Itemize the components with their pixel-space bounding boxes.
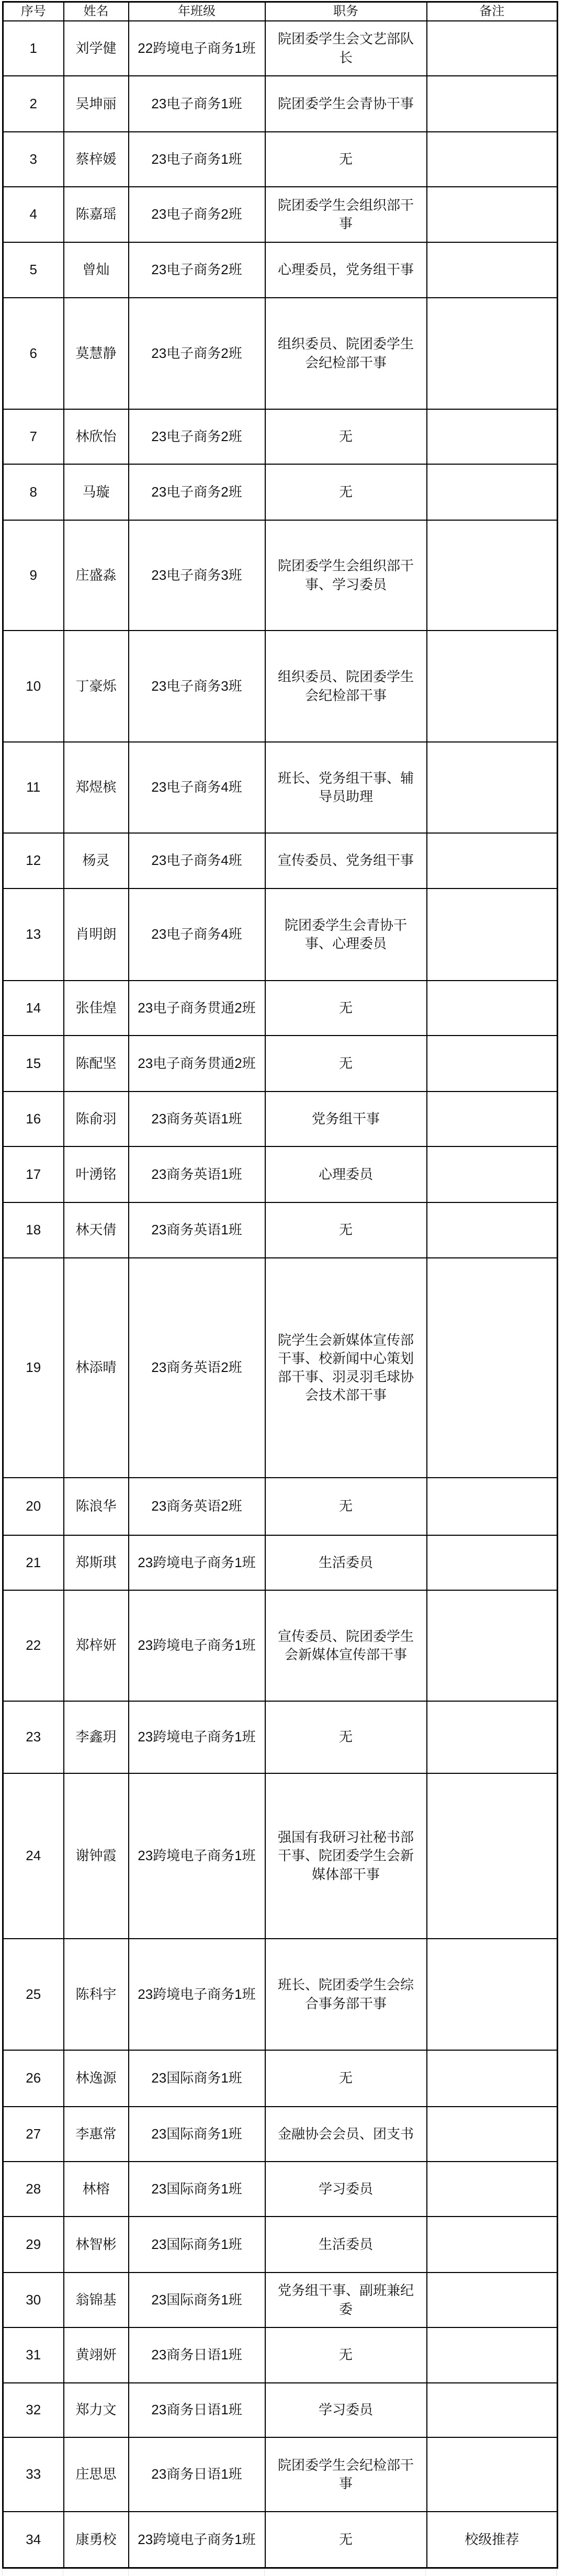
table-row xyxy=(3,1202,558,1258)
cell-name: 黄翊妍 xyxy=(64,2327,129,2383)
cell-position: 无 xyxy=(265,981,427,1036)
table-row xyxy=(3,2273,558,2327)
cell-class: 23跨境电子商务1班 xyxy=(129,2512,265,2568)
table-row xyxy=(3,520,558,631)
cell-name: 林添晴 xyxy=(64,1258,129,1478)
cell-position: 生活委员 xyxy=(265,1535,427,1590)
cell-position: 学习委员 xyxy=(265,2162,427,2217)
cell-name: 杨灵 xyxy=(64,833,129,888)
cell-class: 23国际商务1班 xyxy=(129,2162,265,2217)
cell-position: 宣传委员、党务组干事 xyxy=(265,833,427,888)
cell-class: 23商务日语1班 xyxy=(129,2327,265,2383)
table-row xyxy=(3,2162,558,2217)
table-row xyxy=(3,409,558,464)
cell-index: 2 xyxy=(3,76,64,132)
cell-remark xyxy=(427,1701,558,1773)
cell-position: 无 xyxy=(265,464,427,520)
cell-remark xyxy=(427,1773,558,1939)
table-row xyxy=(3,888,558,981)
cell-class: 23电子商务4班 xyxy=(129,888,265,981)
table-row xyxy=(3,2050,558,2107)
table-row xyxy=(3,298,558,409)
cell-remark xyxy=(427,631,558,742)
cell-remark xyxy=(427,981,558,1036)
cell-remark xyxy=(427,2050,558,2107)
cell-remark xyxy=(427,1258,558,1478)
cell-name: 叶湧铭 xyxy=(64,1146,129,1202)
cell-index: 19 xyxy=(3,1258,64,1478)
table-row xyxy=(3,187,558,242)
cell-position: 无 xyxy=(265,1202,427,1258)
cell-name: 翁锦基 xyxy=(64,2273,129,2327)
cell-index: 28 xyxy=(3,2162,64,2217)
cell-position: 党务组干事 xyxy=(265,1092,427,1146)
cell-name: 刘学健 xyxy=(64,21,129,76)
header-name: 姓名 xyxy=(64,2,129,21)
cell-index: 15 xyxy=(3,1036,64,1092)
cell-position: 院团委学生会组织部干事 xyxy=(265,187,427,242)
cell-remark: 校级推荐 xyxy=(427,2512,558,2568)
table-row xyxy=(3,1146,558,1202)
cell-remark xyxy=(427,2437,558,2512)
cell-name: 郑力文 xyxy=(64,2383,129,2437)
cell-remark xyxy=(427,187,558,242)
cell-remark xyxy=(427,1478,558,1535)
cell-position: 院团委学生会青协干事 xyxy=(265,76,427,132)
cell-remark xyxy=(427,1939,558,2050)
cutoff-cell xyxy=(265,2569,426,2576)
cell-remark xyxy=(427,1590,558,1701)
cell-class: 23商务英语2班 xyxy=(129,1258,265,1478)
cell-index: 23 xyxy=(3,1701,64,1773)
cell-remark xyxy=(427,2383,558,2437)
table-row xyxy=(3,631,558,742)
cell-index: 10 xyxy=(3,631,64,742)
cell-position: 无 xyxy=(265,1036,427,1092)
cell-index: 32 xyxy=(3,2383,64,2437)
cell-class: 23国际商务1班 xyxy=(129,2050,265,2107)
cell-position: 金融协会会员、团支书 xyxy=(265,2107,427,2162)
cell-index: 1 xyxy=(3,21,64,76)
cell-remark xyxy=(427,742,558,833)
cell-class: 23电子商务2班 xyxy=(129,409,265,464)
cell-class: 23跨境电子商务1班 xyxy=(129,1590,265,1701)
cell-index: 13 xyxy=(3,888,64,981)
cell-name: 郑煜槟 xyxy=(64,742,129,833)
table-row xyxy=(3,1092,558,1146)
cell-index: 3 xyxy=(3,132,64,187)
cell-index: 29 xyxy=(3,2217,64,2273)
cell-index: 26 xyxy=(3,2050,64,2107)
cell-name: 康勇校 xyxy=(64,2512,129,2568)
cell-class: 23电子商务3班 xyxy=(129,631,265,742)
cell-position: 院团委学生会青协干事、心理委员 xyxy=(265,888,427,981)
cell-position: 学习委员 xyxy=(265,2383,427,2437)
cell-class: 23国际商务1班 xyxy=(129,2217,265,2273)
cell-position: 无 xyxy=(265,2327,427,2383)
table-row xyxy=(3,2327,558,2383)
cell-remark xyxy=(427,132,558,187)
cutoff-cell xyxy=(63,2569,128,2576)
cell-class: 23电子商务贯通2班 xyxy=(129,981,265,1036)
cell-name: 丁豪烁 xyxy=(64,631,129,742)
student-roster-table-container xyxy=(2,1,558,2576)
table-row xyxy=(3,2107,558,2162)
cell-name: 庄思思 xyxy=(64,2437,129,2512)
cell-index: 14 xyxy=(3,981,64,1036)
cell-index: 7 xyxy=(3,409,64,464)
cell-class: 23跨境电子商务1班 xyxy=(129,1535,265,1590)
cell-remark xyxy=(427,2107,558,2162)
cutoff-cell xyxy=(2,2569,63,2576)
table-row xyxy=(3,742,558,833)
cell-index: 20 xyxy=(3,1478,64,1535)
cell-position: 无 xyxy=(265,1478,427,1535)
cell-index: 27 xyxy=(3,2107,64,2162)
cell-class: 23电子商务4班 xyxy=(129,833,265,888)
cell-remark xyxy=(427,1535,558,1590)
cell-name: 陈嘉瑶 xyxy=(64,187,129,242)
cell-name: 马璇 xyxy=(64,464,129,520)
cell-index: 34 xyxy=(3,2512,64,2568)
cell-class: 23电子商务1班 xyxy=(129,132,265,187)
cell-index: 33 xyxy=(3,2437,64,2512)
table-row xyxy=(3,1258,558,1478)
cell-remark xyxy=(427,888,558,981)
cell-class: 23电子商务2班 xyxy=(129,298,265,409)
table-row xyxy=(3,1478,558,1535)
cell-position: 无 xyxy=(265,2512,427,2568)
cell-class: 23商务英语2班 xyxy=(129,1478,265,1535)
cell-index: 18 xyxy=(3,1202,64,1258)
cell-position: 组织委员、院团委学生会纪检部干事 xyxy=(265,298,427,409)
cell-remark xyxy=(427,21,558,76)
cell-position: 心理委员，党务组干事 xyxy=(265,242,427,298)
table-row xyxy=(3,1535,558,1590)
header-index: 序号 xyxy=(3,2,64,21)
table-body xyxy=(3,21,558,2568)
cell-position: 院团委学生会组织部干事、学习委员 xyxy=(265,520,427,631)
cell-class: 23跨境电子商务1班 xyxy=(129,1939,265,2050)
cell-position: 无 xyxy=(265,132,427,187)
cell-name: 吴坤丽 xyxy=(64,76,129,132)
cell-name: 郑斯琪 xyxy=(64,1535,129,1590)
cell-class: 23跨境电子商务1班 xyxy=(129,1701,265,1773)
cell-class: 23商务英语1班 xyxy=(129,1146,265,1202)
cell-name: 李鑫玥 xyxy=(64,1701,129,1773)
table-header-row xyxy=(3,2,558,21)
cell-remark xyxy=(427,520,558,631)
cutoff-next-row xyxy=(2,2569,557,2576)
cell-index: 30 xyxy=(3,2273,64,2327)
cell-position: 强国有我研习社秘书部干事、院团委学生会新媒体部干事 xyxy=(265,1773,427,1939)
cell-position: 无 xyxy=(265,2050,427,2107)
cell-index: 16 xyxy=(3,1092,64,1146)
cell-name: 林榕 xyxy=(64,2162,129,2217)
cell-name: 陈配坚 xyxy=(64,1036,129,1092)
cell-remark xyxy=(427,76,558,132)
cell-remark xyxy=(427,1146,558,1202)
table-row xyxy=(3,1773,558,1939)
cell-name: 曾灿 xyxy=(64,242,129,298)
cell-remark xyxy=(427,242,558,298)
cell-class: 23商务日语1班 xyxy=(129,2383,265,2437)
cell-index: 24 xyxy=(3,1773,64,1939)
cell-remark xyxy=(427,2217,558,2273)
table-row xyxy=(3,464,558,520)
cell-name: 林智彬 xyxy=(64,2217,129,2273)
cell-name: 谢钟霞 xyxy=(64,1773,129,1939)
cell-index: 25 xyxy=(3,1939,64,2050)
cell-position: 无 xyxy=(265,1701,427,1773)
cell-name: 李惠常 xyxy=(64,2107,129,2162)
cell-index: 11 xyxy=(3,742,64,833)
cell-position: 班长、院团委学生会综合事务部干事 xyxy=(265,1939,427,2050)
cell-remark xyxy=(427,833,558,888)
table-row xyxy=(3,242,558,298)
cell-index: 9 xyxy=(3,520,64,631)
cell-remark xyxy=(427,2327,558,2383)
table-row xyxy=(3,21,558,76)
cell-class: 23国际商务1班 xyxy=(129,2107,265,2162)
cell-remark xyxy=(427,464,558,520)
cell-index: 4 xyxy=(3,187,64,242)
cell-name: 张佳煌 xyxy=(64,981,129,1036)
cell-position: 党务组干事、副班兼纪委 xyxy=(265,2273,427,2327)
cell-class: 23电子商务2班 xyxy=(129,464,265,520)
table-row xyxy=(3,2512,558,2568)
cell-class: 23电子商务4班 xyxy=(129,742,265,833)
cell-class: 23电子商务2班 xyxy=(129,187,265,242)
cell-remark xyxy=(427,1092,558,1146)
cell-name: 陈浪华 xyxy=(64,1478,129,1535)
table-row xyxy=(3,1701,558,1773)
cell-position: 院团委学生会纪检部干事 xyxy=(265,2437,427,2512)
cell-position: 生活委员 xyxy=(265,2217,427,2273)
cell-position: 心理委员 xyxy=(265,1146,427,1202)
cell-index: 12 xyxy=(3,833,64,888)
cell-name: 林逸源 xyxy=(64,2050,129,2107)
cell-remark xyxy=(427,1036,558,1092)
header-position: 职务 xyxy=(265,2,427,21)
cell-class: 23跨境电子商务1班 xyxy=(129,1773,265,1939)
cell-name: 林欣怡 xyxy=(64,409,129,464)
cutoff-cell xyxy=(129,2569,265,2576)
header-class: 年班级 xyxy=(129,2,265,21)
cell-remark xyxy=(427,409,558,464)
cell-position: 宣传委员、院团委学生会新媒体宣传部干事 xyxy=(265,1590,427,1701)
cell-class: 22跨境电子商务1班 xyxy=(129,21,265,76)
cell-position: 院学生会新媒体宣传部干事、校新闻中心策划部干事、羽灵羽毛球协会技术部干事 xyxy=(265,1258,427,1478)
cell-remark xyxy=(427,1202,558,1258)
cell-index: 6 xyxy=(3,298,64,409)
cell-name: 陈科宇 xyxy=(64,1939,129,2050)
table-row xyxy=(3,2217,558,2273)
cutoff-cell xyxy=(426,2569,557,2576)
cell-class: 23商务日语1班 xyxy=(129,2437,265,2512)
cell-index: 21 xyxy=(3,1535,64,1590)
cell-class: 23国际商务1班 xyxy=(129,2273,265,2327)
table-row xyxy=(3,833,558,888)
table-row xyxy=(3,981,558,1036)
cell-name: 林天倩 xyxy=(64,1202,129,1258)
table-row xyxy=(3,1939,558,2050)
cell-class: 23电子商务3班 xyxy=(129,520,265,631)
cell-name: 蔡梓媛 xyxy=(64,132,129,187)
cell-class: 23电子商务1班 xyxy=(129,76,265,132)
cell-index: 22 xyxy=(3,1590,64,1701)
cell-position: 院团委学生会文艺部队长 xyxy=(265,21,427,76)
cell-name: 肖明朗 xyxy=(64,888,129,981)
cell-remark xyxy=(427,298,558,409)
cell-class: 23电子商务2班 xyxy=(129,242,265,298)
table-row xyxy=(3,1036,558,1092)
student-roster-table xyxy=(2,1,558,2569)
cell-remark xyxy=(427,2273,558,2327)
table-row xyxy=(3,132,558,187)
table-row xyxy=(3,2437,558,2512)
cell-name: 莫慧静 xyxy=(64,298,129,409)
cell-position: 班长、党务组干事、辅导员助理 xyxy=(265,742,427,833)
cell-index: 17 xyxy=(3,1146,64,1202)
table-row xyxy=(3,2383,558,2437)
cell-position: 组织委员、院团委学生会纪检部干事 xyxy=(265,631,427,742)
cell-index: 31 xyxy=(3,2327,64,2383)
cell-remark xyxy=(427,2162,558,2217)
cell-index: 8 xyxy=(3,464,64,520)
cell-name: 庄盛淼 xyxy=(64,520,129,631)
table-row xyxy=(3,1590,558,1701)
cell-class: 23商务英语1班 xyxy=(129,1092,265,1146)
cell-position: 无 xyxy=(265,409,427,464)
cell-index: 5 xyxy=(3,242,64,298)
table-row xyxy=(3,76,558,132)
cell-class: 23商务英语1班 xyxy=(129,1202,265,1258)
header-remark: 备注 xyxy=(427,2,558,21)
cell-class: 23电子商务贯通2班 xyxy=(129,1036,265,1092)
cell-name: 郑梓妍 xyxy=(64,1590,129,1701)
cell-name: 陈俞羽 xyxy=(64,1092,129,1146)
